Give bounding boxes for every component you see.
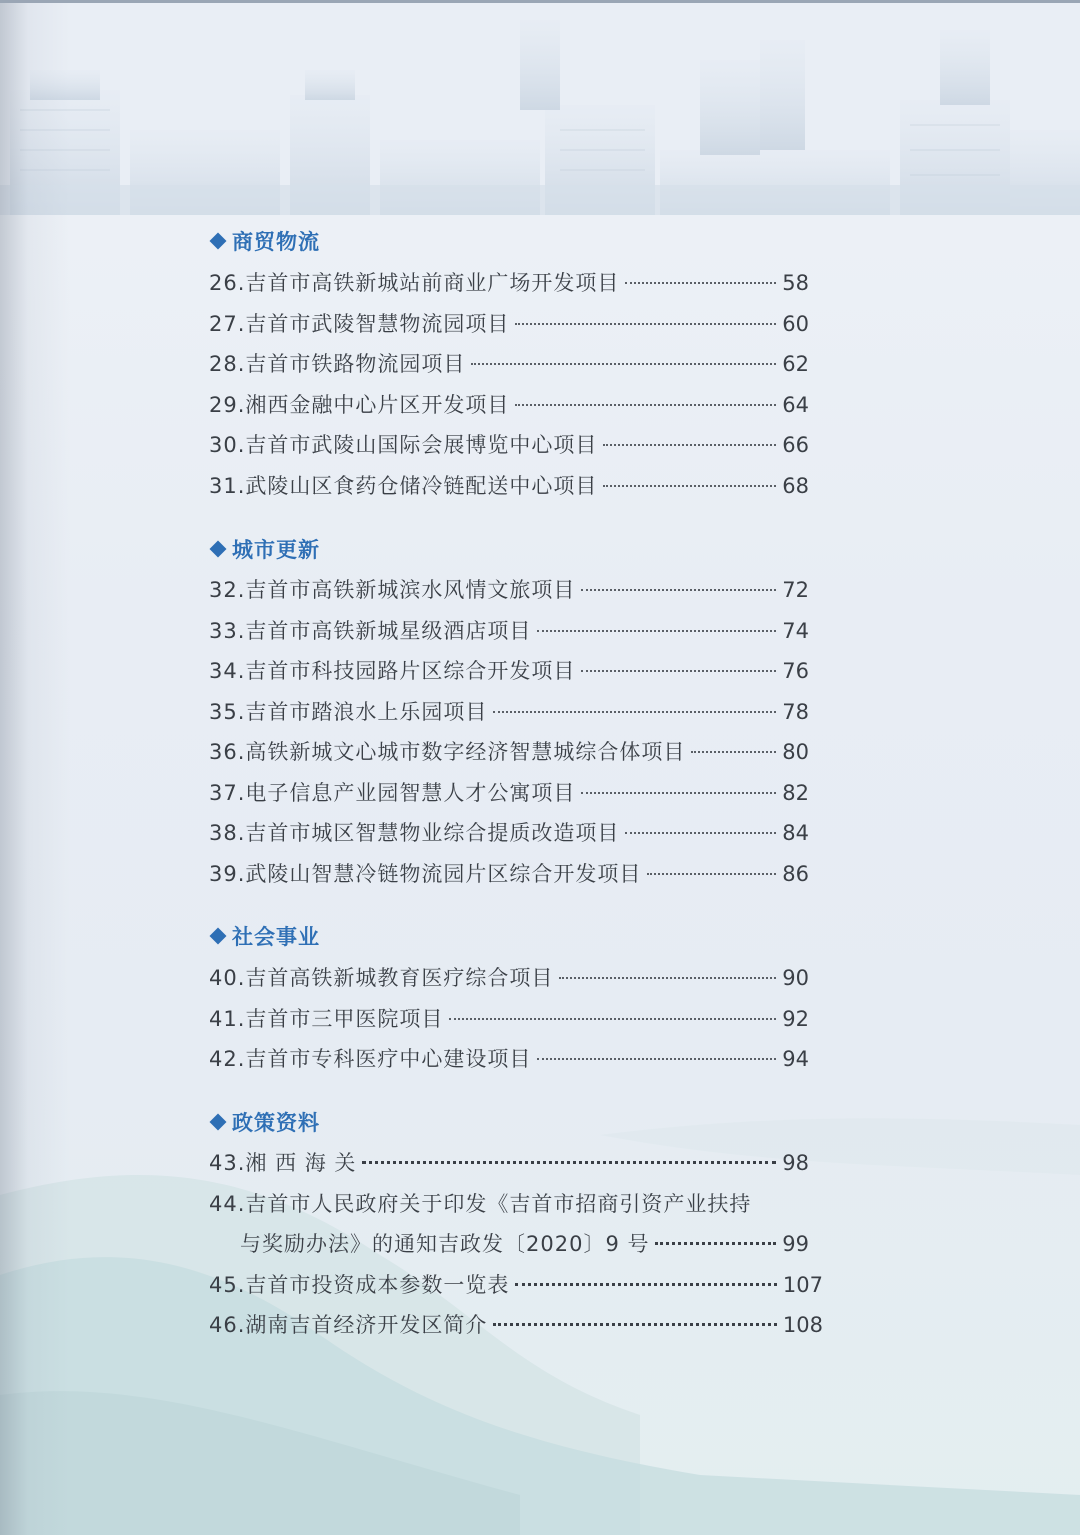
dot-leader — [581, 792, 776, 794]
dot-leader — [581, 589, 776, 591]
dot-leader — [603, 444, 776, 446]
toc-entry[interactable]: 42.吉首市专科医疗中心建设项目 94 — [209, 1047, 809, 1071]
toc-entry-first-line[interactable]: 44.吉首市人民政府关于印发《吉首市招商引资产业扶持 — [209, 1192, 752, 1216]
toc-entry[interactable]: 34.吉首市科技园路片区综合开发项目 76 — [209, 659, 809, 683]
section-title-social-affairs: 社会事业 — [212, 922, 320, 952]
dot-leader — [647, 873, 776, 875]
toc-entry[interactable]: 31.武陵山区食药仓储冷链配送中心项目 68 — [209, 474, 809, 498]
diamond-bullet-icon — [210, 233, 227, 250]
dot-leader — [625, 282, 776, 284]
dot-leader — [559, 977, 776, 979]
dot-leader — [581, 670, 776, 672]
dot-leader — [493, 711, 776, 713]
dot-leader — [471, 363, 776, 365]
toc-entry[interactable]: 28.吉首市铁路物流园项目 62 — [209, 352, 809, 376]
toc-entry[interactable]: 29.湘西金融中心片区开发项目 64 — [209, 393, 809, 417]
dot-leader — [537, 630, 776, 632]
toc-entry[interactable]: 38.吉首市城区智慧物业综合提质改造项目 84 — [209, 821, 809, 845]
toc-entry[interactable]: 30.吉首市武陵山国际会展博览中心项目 66 — [209, 433, 809, 457]
toc-entry[interactable]: 26.吉首市高铁新城站前商业广场开发项目 58 — [209, 271, 809, 295]
diamond-bullet-icon — [210, 1114, 227, 1131]
toc-entry[interactable]: 43.湘 西 海 关 98 — [209, 1151, 809, 1175]
toc-entry[interactable]: 45.吉首市投资成本参数一览表 107 — [209, 1273, 823, 1297]
toc-entry[interactable]: 36.高铁新城文心城市数字经济智慧城综合体项目 80 — [209, 740, 809, 764]
dot-leader — [515, 323, 776, 325]
diamond-bullet-icon — [210, 541, 227, 558]
toc-entry[interactable]: 27.吉首市武陵智慧物流园项目 60 — [209, 312, 809, 336]
toc-entry[interactable]: 39.武陵山智慧冷链物流园片区综合开发项目 86 — [209, 862, 809, 886]
dot-leader — [362, 1161, 776, 1164]
dot-leader — [537, 1058, 776, 1060]
dot-leader — [515, 404, 776, 406]
toc-entry[interactable]: 46.湖南吉首经济开发区简介 108 — [209, 1313, 823, 1337]
dot-leader — [655, 1242, 776, 1245]
dot-leader — [515, 1283, 777, 1286]
section-title-urban-renewal: 城市更新 — [212, 535, 320, 565]
toc-entry[interactable]: 与奖励办法》的通知吉政发〔2020〕9 号 99 — [240, 1232, 809, 1256]
toc-entry[interactable]: 40.吉首高铁新城教育医疗综合项目 90 — [209, 966, 809, 990]
toc-entry[interactable]: 41.吉首市三甲医院项目 92 — [209, 1007, 809, 1031]
toc-entry[interactable]: 37.电子信息产业园智慧人才公寓项目 82 — [209, 781, 809, 805]
section-title-policy-materials: 政策资料 — [212, 1108, 320, 1138]
diamond-bullet-icon — [210, 928, 227, 945]
toc-entry[interactable]: 33.吉首市高铁新城星级酒店项目 74 — [209, 619, 809, 643]
toc-entry[interactable]: 32.吉首市高铁新城滨水风情文旅项目 72 — [209, 578, 809, 602]
dot-leader — [493, 1323, 777, 1326]
dot-leader — [625, 832, 776, 834]
dot-leader — [449, 1018, 776, 1020]
dot-leader — [691, 751, 776, 753]
dot-leader — [603, 485, 776, 487]
section-title-commerce-logistics: 商贸物流 — [212, 227, 320, 257]
toc-entry[interactable]: 35.吉首市踏浪水上乐园项目 78 — [209, 700, 809, 724]
